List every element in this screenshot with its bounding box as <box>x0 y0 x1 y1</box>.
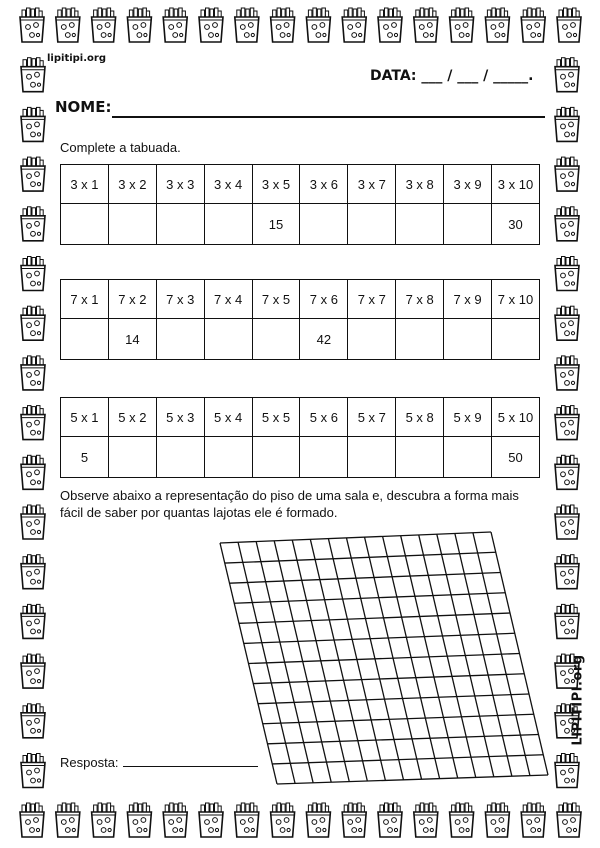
table-answer-cell: 15 <box>252 204 300 245</box>
table-answer-cell[interactable] <box>300 204 348 245</box>
name-label: NOME: <box>55 98 112 116</box>
pencil-cup-icon <box>20 803 44 837</box>
pencil-cup-icon <box>555 207 579 241</box>
table-header-row <box>61 398 540 437</box>
pencil-cup-icon <box>378 8 402 42</box>
table-header-cell: 7 x 6 <box>300 280 348 319</box>
table-answer-cell[interactable] <box>61 319 109 360</box>
pencil-cup-icon <box>414 803 438 837</box>
pencil-cup-icon <box>271 8 295 42</box>
pencil-cup-icon <box>521 803 545 837</box>
pencil-cup-icon <box>555 107 579 141</box>
pencil-cup-icon <box>21 306 45 340</box>
pencil-cup-icon <box>199 8 223 42</box>
instruction-observe: Observe abaixo a representação do piso de uma sala e, descubra a forma mais fácil de saber por quantas lajotas ele é formado. <box>60 488 519 520</box>
pencil-cup-icon <box>555 306 579 340</box>
table-header-row <box>61 280 540 319</box>
table-answer-cell: 5 <box>61 437 109 478</box>
pencil-cup-icon <box>56 8 80 42</box>
pencil-cup-icon <box>199 803 223 837</box>
grid-row-line <box>230 573 501 584</box>
pencil-cup-icon <box>378 803 402 837</box>
table-answer-cell[interactable] <box>204 204 252 245</box>
table-header-cell: 7 x 4 <box>204 280 252 319</box>
table-header-cell: 3 x 6 <box>300 165 348 204</box>
pencil-cup-icon <box>21 505 45 539</box>
table-header-cell: 3 x 9 <box>444 165 492 204</box>
grid-row-line <box>249 654 520 664</box>
pencil-cup-icon <box>21 157 45 191</box>
table-header-cell: 3 x 1 <box>61 165 109 204</box>
pencil-cup-icon <box>21 107 45 141</box>
pencil-cup-icon <box>21 654 45 688</box>
table-header-cell: 3 x 8 <box>396 165 444 204</box>
table-header-cell: 3 x 7 <box>348 165 396 204</box>
pencil-cup-icon <box>21 455 45 489</box>
pencil-cup-icon <box>557 8 581 42</box>
pencil-cup-icon <box>92 803 116 837</box>
table-answer-cell[interactable] <box>396 204 444 245</box>
pencil-cup-icon <box>450 803 474 837</box>
pencil-cup-icon <box>485 8 509 42</box>
pencil-cup-icon <box>555 406 579 440</box>
table-header-cell: 7 x 8 <box>396 280 444 319</box>
table-answer-cell[interactable] <box>444 319 492 360</box>
pencil-cup-icon <box>21 406 45 440</box>
pencil-cup-icon <box>485 803 509 837</box>
pencil-cup-icon <box>21 555 45 589</box>
table-answer-cell[interactable] <box>61 204 109 245</box>
floor-tile-grid <box>215 530 555 785</box>
table-answer-cell[interactable] <box>444 204 492 245</box>
grid-row-line <box>258 694 529 704</box>
pencil-cup-icon <box>20 8 44 42</box>
table-answer-row <box>61 319 540 360</box>
grid-row-line <box>234 593 505 604</box>
table-answer-cell[interactable] <box>348 319 396 360</box>
table-header-cell: 7 x 3 <box>156 280 204 319</box>
answer-label: Resposta: <box>60 755 119 770</box>
pencil-cup-icon <box>306 803 330 837</box>
table-header-cell: 7 x 2 <box>108 280 156 319</box>
pencil-cup-icon <box>342 803 366 837</box>
grid-row-line <box>272 755 543 764</box>
pencil-cup-icon <box>21 704 45 738</box>
table-answer-row <box>61 437 540 478</box>
table-header-cell: 5 x 7 <box>348 398 396 437</box>
pencil-cup-icon <box>163 803 187 837</box>
table-answer-cell[interactable] <box>444 437 492 478</box>
pencil-cup-icon <box>555 356 579 390</box>
table-answer-cell[interactable] <box>204 437 252 478</box>
pencil-cup-icon <box>342 8 366 42</box>
pencil-cup-icon <box>450 8 474 42</box>
table-answer-row <box>61 204 540 245</box>
pencil-cup-icon <box>555 555 579 589</box>
table-answer-cell: 30 <box>492 204 540 245</box>
instruction-complete: Complete a tabuada. <box>60 140 181 155</box>
table-answer-cell[interactable] <box>108 204 156 245</box>
table-header-cell: 5 x 10 <box>492 398 540 437</box>
table-header-cell: 5 x 2 <box>108 398 156 437</box>
grid-row-line <box>225 552 496 563</box>
grid-row-line <box>263 714 534 724</box>
date-field[interactable]: DATA: ___ / ___ / _____. <box>370 68 534 84</box>
multiplication-table-3 <box>60 164 540 245</box>
pencil-cup-icon <box>557 803 581 837</box>
grid-row-line <box>220 532 491 543</box>
table-answer-cell: 42 <box>300 319 348 360</box>
pencil-cup-icon <box>21 604 45 638</box>
table-answer-cell[interactable] <box>204 319 252 360</box>
table-header-cell: 3 x 5 <box>252 165 300 204</box>
table-answer-cell[interactable] <box>396 437 444 478</box>
multiplication-table-7 <box>60 279 540 360</box>
pencil-cup-icon <box>414 8 438 42</box>
table-header-row <box>61 165 540 204</box>
table-header-cell: 3 x 2 <box>108 165 156 204</box>
pencil-cup-icon <box>555 505 579 539</box>
table-answer-cell: 50 <box>492 437 540 478</box>
table-header-cell: 3 x 4 <box>204 165 252 204</box>
grid-row-line <box>268 735 539 744</box>
pencil-cup-icon <box>555 257 579 291</box>
table-header-cell: 7 x 1 <box>61 280 109 319</box>
table-header-cell: 3 x 3 <box>156 165 204 204</box>
table-header-cell: 5 x 8 <box>396 398 444 437</box>
pencil-cup-icon <box>92 8 116 42</box>
multiplication-table-5 <box>60 397 540 478</box>
pencil-cup-icon <box>555 157 579 191</box>
pencil-cup-icon <box>521 8 545 42</box>
table-answer-cell[interactable] <box>348 204 396 245</box>
table-header-cell: 5 x 9 <box>444 398 492 437</box>
table-answer-cell: 14 <box>108 319 156 360</box>
pencil-cup-icon <box>555 455 579 489</box>
pencil-cup-icon <box>235 803 259 837</box>
pencil-cup-icon <box>555 604 579 638</box>
table-header-cell: 7 x 5 <box>252 280 300 319</box>
pencil-cup-icon <box>21 257 45 291</box>
table-answer-cell[interactable] <box>156 437 204 478</box>
pencil-cup-icon <box>555 58 579 92</box>
table-answer-cell[interactable] <box>348 437 396 478</box>
pencil-cup-icon <box>555 754 579 788</box>
table-header-cell: 5 x 1 <box>61 398 109 437</box>
pencil-cup-icon <box>127 8 151 42</box>
table-answer-cell[interactable] <box>252 437 300 478</box>
pencil-cup-icon <box>235 8 259 42</box>
table-header-cell: 7 x 9 <box>444 280 492 319</box>
logo-small: lipitipi.org <box>47 53 106 64</box>
name-input-line[interactable] <box>112 116 545 118</box>
grid-row-line <box>277 775 548 784</box>
grid-row-line <box>239 613 510 623</box>
table-header-cell: 5 x 6 <box>300 398 348 437</box>
grid-row-line <box>244 633 515 643</box>
pencil-cup-icon <box>306 8 330 42</box>
pencil-cup-icon <box>56 803 80 837</box>
pencil-cup-icon <box>271 803 295 837</box>
pencil-cup-icon <box>21 207 45 241</box>
table-header-cell: 5 x 4 <box>204 398 252 437</box>
table-answer-cell[interactable] <box>156 319 204 360</box>
table-header-cell: 5 x 5 <box>252 398 300 437</box>
table-answer-cell[interactable] <box>396 319 444 360</box>
table-answer-cell[interactable] <box>252 319 300 360</box>
logo-side: LIPITIPI.org <box>570 654 586 746</box>
pencil-cup-icon <box>127 803 151 837</box>
table-header-cell: 5 x 3 <box>156 398 204 437</box>
pencil-cup-icon <box>21 754 45 788</box>
table-answer-cell[interactable] <box>156 204 204 245</box>
table-header-cell: 7 x 7 <box>348 280 396 319</box>
table-header-cell: 3 x 10 <box>492 165 540 204</box>
table-answer-cell[interactable] <box>300 437 348 478</box>
pencil-cup-icon <box>21 58 45 92</box>
table-answer-cell[interactable] <box>108 437 156 478</box>
grid-row-line <box>253 674 524 684</box>
answer-row <box>60 755 258 770</box>
pencil-cup-icon <box>21 356 45 390</box>
table-answer-cell[interactable] <box>492 319 540 360</box>
answer-input-line[interactable] <box>123 766 258 767</box>
pencil-cup-icon <box>163 8 187 42</box>
table-header-cell: 7 x 10 <box>492 280 540 319</box>
